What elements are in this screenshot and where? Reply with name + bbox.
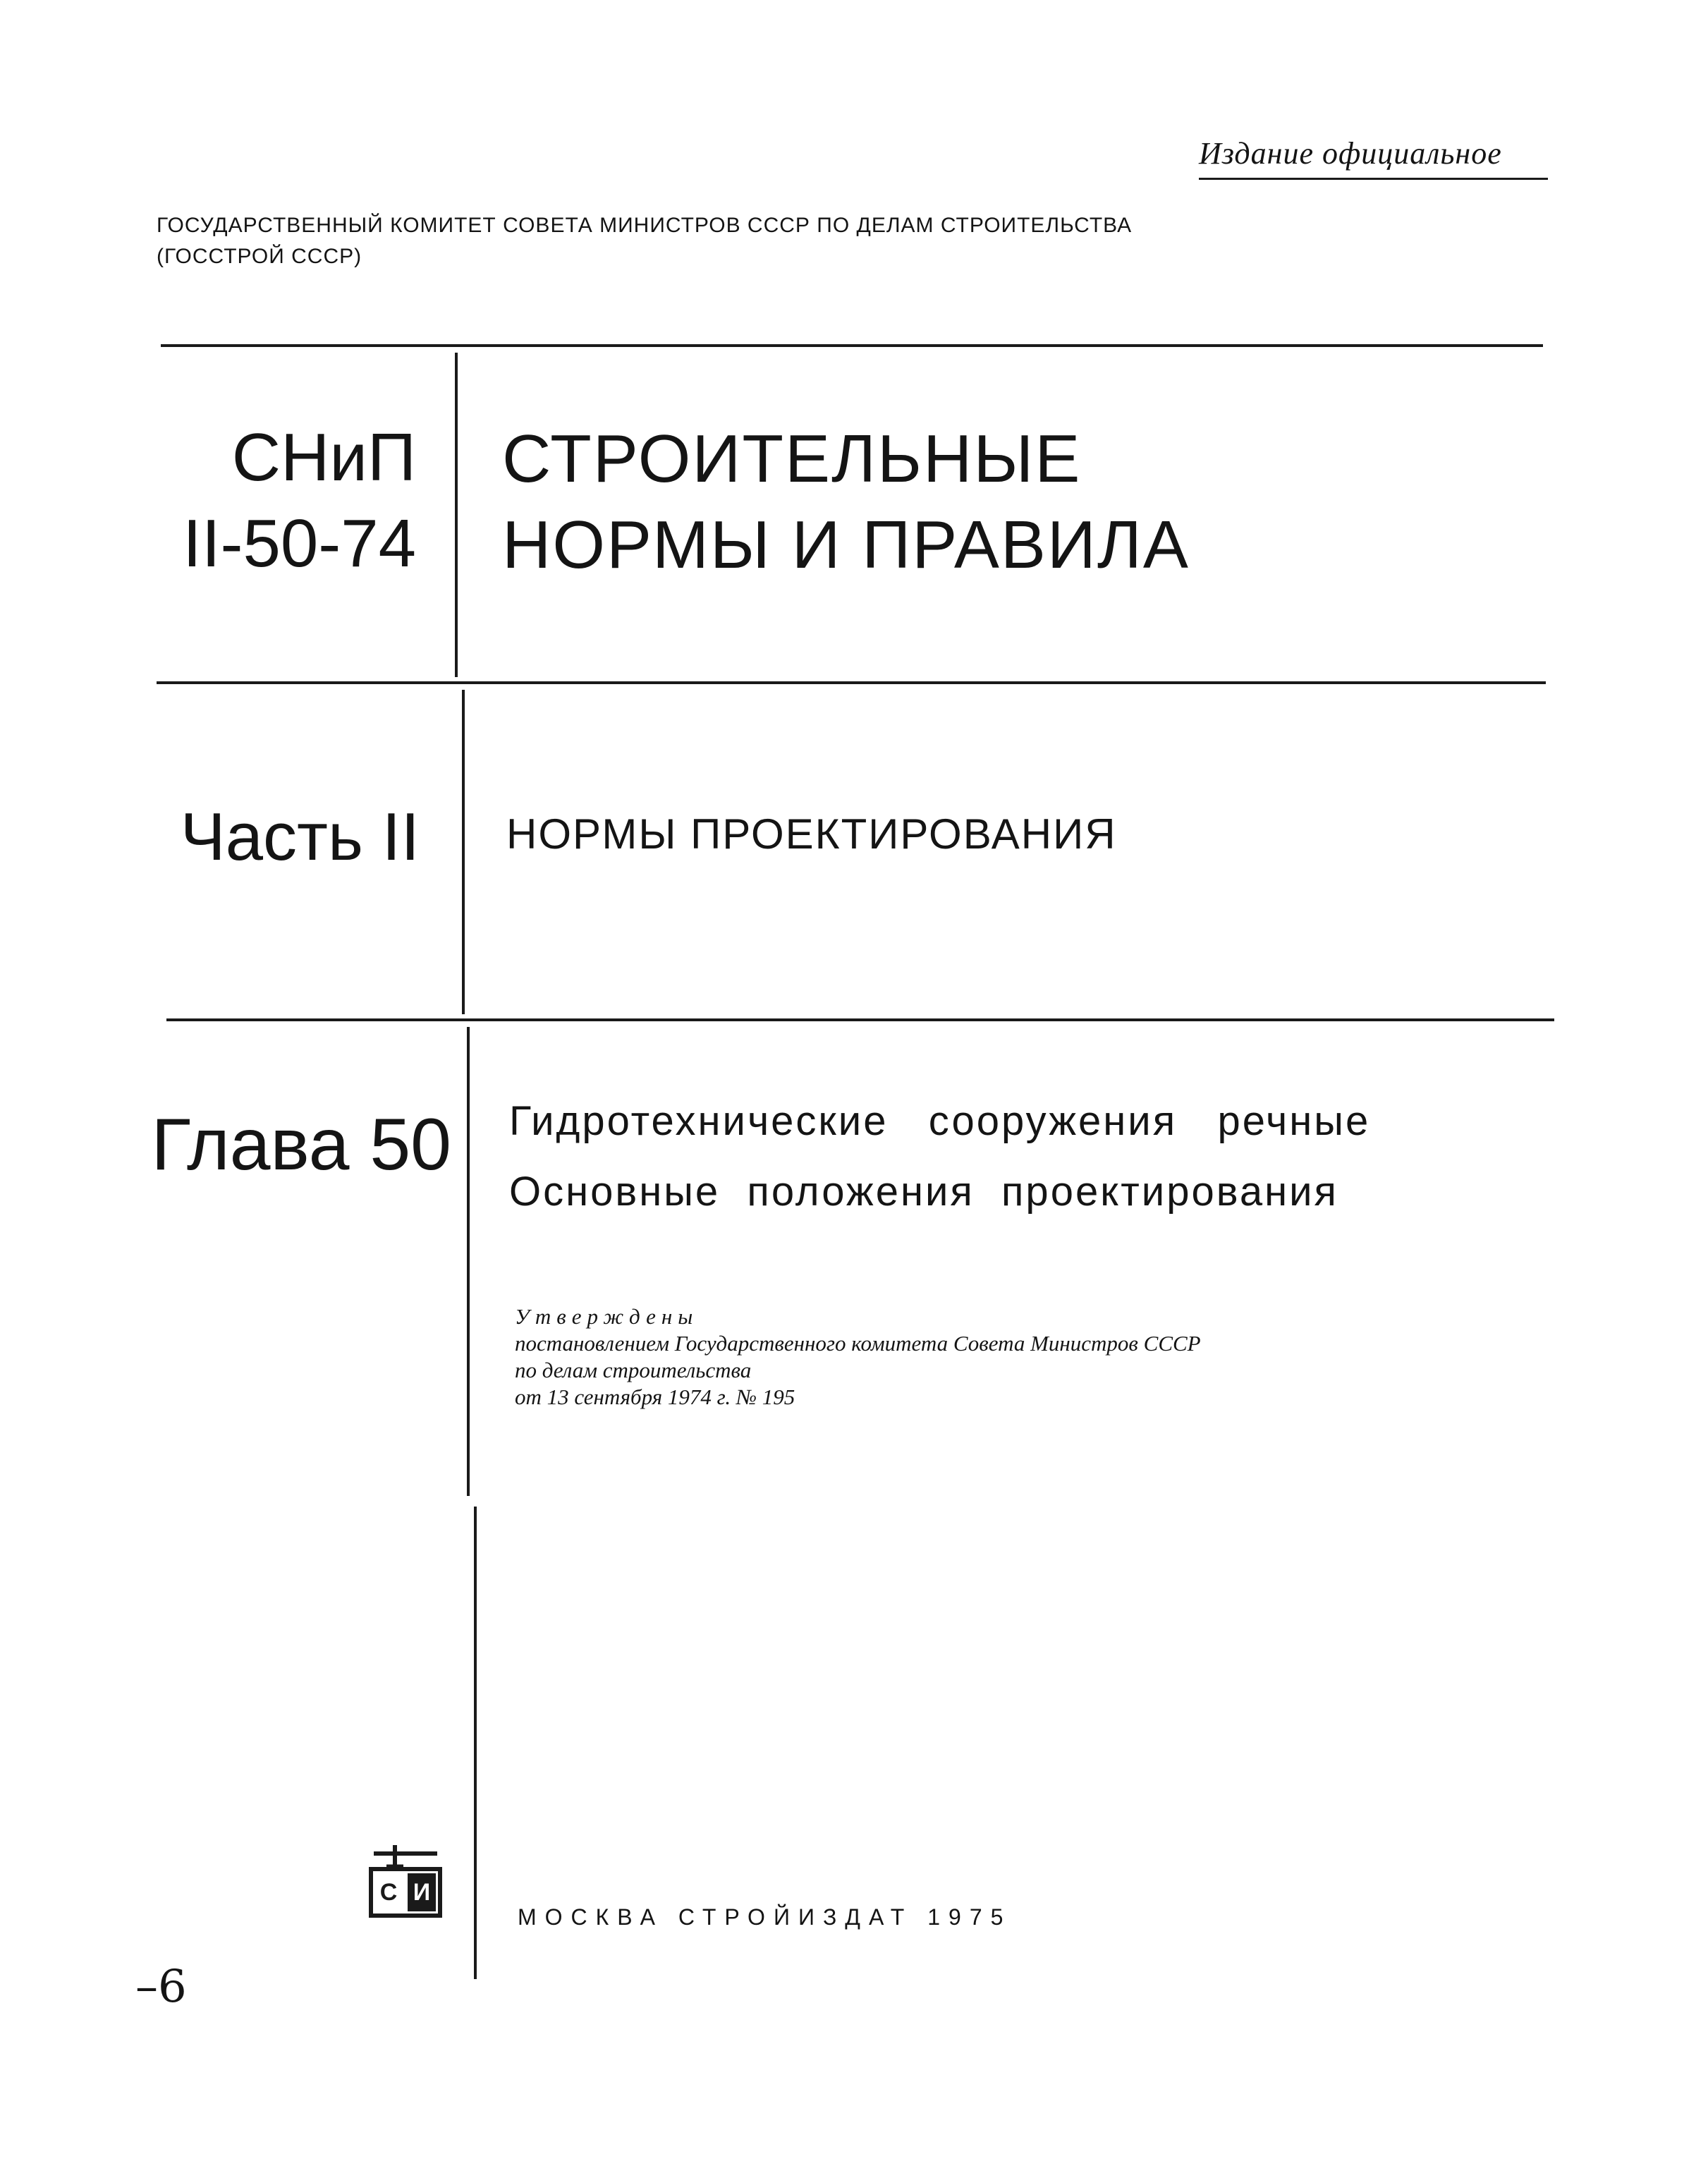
column-divider	[474, 1507, 477, 1979]
part-label: Часть II	[180, 799, 420, 875]
committee-header	[157, 210, 1132, 272]
title-block-rule-middle	[157, 681, 1546, 684]
emblem-letter: И	[413, 1879, 431, 1906]
approval-heading: Утверждены	[515, 1304, 699, 1329]
document-title-line: СТРОИТЕЛЬНЫЕ	[502, 421, 1082, 497]
publisher-logo-icon	[367, 1842, 444, 1920]
document-title-line: НОРМЫ И ПРАВИЛА	[502, 507, 1190, 583]
chapter-label: Глава 50	[151, 1104, 451, 1186]
approval-line: по делам строительства	[515, 1358, 752, 1382]
column-divider	[455, 353, 458, 677]
chapter-title	[509, 1086, 1370, 1227]
title-block-rule-bottom	[166, 1018, 1554, 1021]
emblem-letter: С	[379, 1879, 398, 1906]
committee-name: ГОСУДАРСТВЕННЫЙ КОМИТЕТ СОВЕТА МИНИСТРОВ СССР ПО ДЕЛАМ СТРОИТЕЛЬСТВА	[157, 214, 1133, 237]
handwritten-page-mark: –6	[135, 1961, 187, 2013]
approval-note	[515, 1303, 1201, 1411]
publisher-line: МОСКВА СТРОЙИЗДАТ 1975	[518, 1904, 1012, 1930]
title-block-rule-top	[161, 344, 1543, 347]
approval-date: от 13 сентября 1974 г. № 195	[515, 1385, 795, 1409]
committee-abbrev: (ГОССТРОЙ СССР)	[157, 245, 362, 268]
edition-note: Издание официальное	[1199, 136, 1502, 171]
chapter-title-line: Основные положения проектирования	[509, 1169, 1338, 1215]
part-title: НОРМЫ ПРОЕКТИРОВАНИЯ	[506, 810, 1117, 858]
column-divider	[467, 1027, 470, 1496]
document-code: СНиП	[231, 420, 416, 495]
chapter-title-line: Гидротехнические сооружения речные	[509, 1098, 1371, 1144]
document-title	[502, 416, 1190, 588]
column-divider	[462, 690, 465, 1014]
document-number: II-50-74	[183, 506, 416, 581]
approval-line: постановлением Государственного комитета Совета Министров СССР	[515, 1331, 1201, 1356]
edition-note-underline	[1199, 178, 1548, 180]
